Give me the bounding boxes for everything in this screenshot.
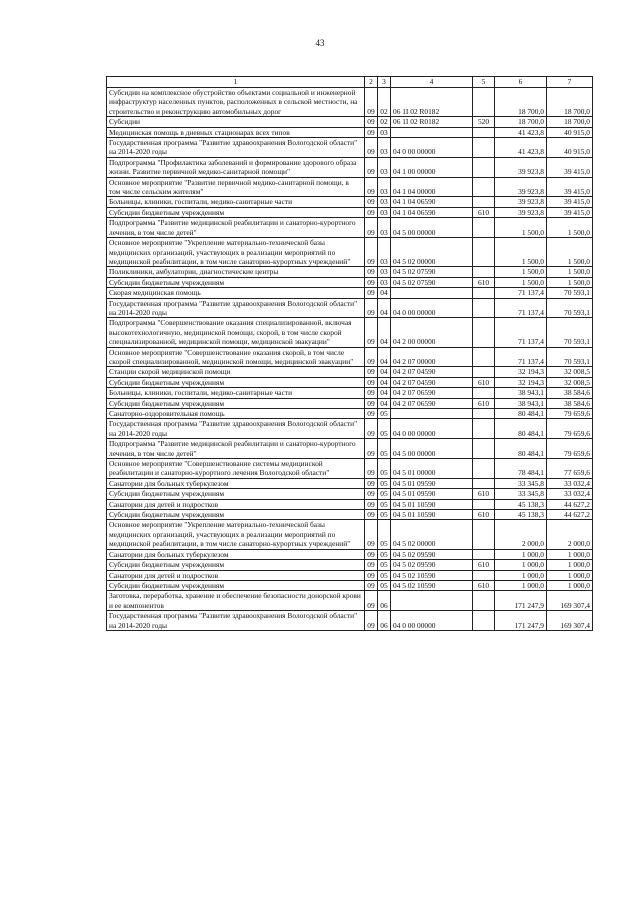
row-amount-col-7: 40 915,0 [547,127,593,137]
row-expense-type-code [473,288,495,298]
row-target-article-code: 04 5 02 07590 [391,267,473,277]
row-subsection-code: 03 [378,157,391,177]
row-expense-type-code: 610 [473,560,495,570]
row-amount-col-6: 32 194,3 [495,377,547,387]
table-row [107,267,593,277]
table-row [107,499,593,509]
row-target-article-code [391,127,473,137]
row-expense-type-code [473,419,495,439]
row-amount-col-6: 39 923,8 [495,197,547,207]
row-target-article-code: 04 2 07 04590 [391,367,473,377]
row-target-article-code: 04 5 02 00000 [391,238,473,267]
row-subsection-code: 05 [378,489,391,499]
row-amount-col-6: 171 247,9 [495,591,547,611]
table-row [107,398,593,408]
row-expense-type-code [473,298,495,318]
row-section-code: 09 [365,398,378,408]
row-target-article-code: 06 1I 02 R0182 [391,88,473,117]
row-subsection-code: 03 [378,207,391,217]
row-section-code: 09 [365,318,378,347]
row-target-article-code: 04 2 07 06590 [391,398,473,408]
table-row [107,591,593,611]
row-subsection-code: 05 [378,580,391,590]
table-row [107,127,593,137]
row-target-article-code: 04 5 01 10590 [391,510,473,520]
row-expense-type-code: 610 [473,277,495,287]
row-subsection-code: 03 [378,138,391,158]
row-subsection-code: 03 [378,127,391,137]
row-amount-col-7: 39 415,0 [547,207,593,217]
row-name-cell: Санатории для больных туберкулезом [107,478,365,488]
row-amount-col-6: 18 700,0 [495,117,547,127]
row-expense-type-code [473,127,495,137]
row-subsection-code: 04 [378,377,391,387]
row-amount-col-7: 38 584,6 [547,388,593,398]
row-expense-type-code: 610 [473,398,495,408]
row-name-cell: Субсидии бюджетным учреждениям [107,560,365,570]
table-header-row [107,77,593,88]
row-subsection-code: 05 [378,419,391,439]
row-amount-col-6: 78 484,1 [495,459,547,479]
row-subsection-code: 03 [378,177,391,197]
row-amount-col-7: 39 415,0 [547,157,593,177]
header-col-3: 3 [378,77,391,88]
table-row [107,478,593,488]
header-col-2: 2 [365,77,378,88]
row-amount-col-6: 71 137,4 [495,347,547,367]
row-subsection-code: 03 [378,277,391,287]
row-amount-col-7: 1 000,0 [547,560,593,570]
row-target-article-code: 04 0 00 00000 [391,138,473,158]
row-section-code: 09 [365,549,378,559]
row-section-code: 09 [365,288,378,298]
row-section-code: 09 [365,88,378,117]
row-target-article-code: 04 5 01 10590 [391,499,473,509]
row-name-cell: Скорая медицинская помощь [107,288,365,298]
table-row [107,318,593,347]
row-name-cell: Больницы, клиники, госпитали, медико-санитарные части [107,197,365,207]
row-amount-col-7: 2 000,0 [547,520,593,549]
row-amount-col-7: 169 307,4 [547,591,593,611]
row-section-code: 09 [365,218,378,238]
row-target-article-code: 04 0 00 00000 [391,298,473,318]
row-section-code: 09 [365,510,378,520]
row-subsection-code: 05 [378,510,391,520]
row-section-code: 09 [365,207,378,217]
row-name-cell: Основное мероприятие "Совершенствование системы медицинской реабилитации и санаторно-курортного лечения Вологодской области" [107,459,365,479]
row-amount-col-7: 33 032,4 [547,478,593,488]
row-amount-col-6: 32 194,3 [495,367,547,377]
row-name-cell: Субсидии [107,117,365,127]
row-expense-type-code [473,218,495,238]
row-expense-type-code [473,318,495,347]
row-section-code: 09 [365,367,378,377]
row-amount-col-7: 33 032,4 [547,489,593,499]
row-section-code: 09 [365,611,378,631]
table-row [107,157,593,177]
row-amount-col-7: 1 000,0 [547,580,593,590]
row-amount-col-6: 38 943,1 [495,388,547,398]
table-row [107,510,593,520]
row-expense-type-code [473,197,495,207]
row-expense-type-code [473,478,495,488]
row-target-article-code: 04 1 04 06590 [391,197,473,207]
row-name-cell: Подпрограмма "Развитие медицинской реабилитации и санаторно-курортного лечения, в том числе детей" [107,218,365,238]
row-name-cell: Государственная программа "Развитие здравоохранения Вологодской области" на 2014-2020 годы [107,611,365,631]
row-amount-col-6: 1 000,0 [495,570,547,580]
table-body [107,88,593,631]
row-amount-col-7: 40 915,0 [547,138,593,158]
header-col-7: 7 [547,77,593,88]
table-row [107,459,593,479]
table-row [107,207,593,217]
row-expense-type-code [473,549,495,559]
row-expense-type-code: 610 [473,207,495,217]
header-col-6: 6 [495,77,547,88]
row-section-code: 09 [365,157,378,177]
row-section-code: 09 [365,478,378,488]
row-amount-col-7: 1 500,0 [547,277,593,287]
row-amount-col-7: 70 593,1 [547,288,593,298]
row-name-cell: Основное мероприятие "Развитие первичной медико-санитарной помощи, в том числе сельским жителям" [107,177,365,197]
row-name-cell: Заготовка, переработка, хранение и обеспечение безопасности донорской крови и ее компонентов [107,591,365,611]
row-subsection-code: 02 [378,117,391,127]
row-section-code: 09 [365,267,378,277]
table-row [107,570,593,580]
row-name-cell: Субсидии на комплексное обустройство объектами социальной и инженерной инфраструктур населенных пунктов, расположенных в сельской местности, на строительство и реконструкцию автомобильных дорог [107,88,365,117]
row-amount-col-6: 41 423,8 [495,127,547,137]
row-subsection-code: 04 [378,367,391,377]
row-subsection-code: 05 [378,409,391,419]
row-section-code: 09 [365,560,378,570]
row-amount-col-6: 38 943,1 [495,398,547,408]
row-name-cell: Субсидии бюджетным учреждениям [107,377,365,387]
row-name-cell: Подпрограмма "Развитие медицинской реабилитации и санаторно-курортного лечения, в том числе детей" [107,439,365,459]
row-name-cell: Субсидии бюджетным учреждениям [107,580,365,590]
row-amount-col-7: 79 659,6 [547,419,593,439]
row-amount-col-6: 33 345,8 [495,478,547,488]
row-name-cell: Субсидии бюджетным учреждениям [107,277,365,287]
row-amount-col-7: 1 500,0 [547,267,593,277]
row-target-article-code: 04 5 01 09590 [391,478,473,488]
row-section-code: 09 [365,347,378,367]
row-subsection-code: 03 [378,267,391,277]
row-amount-col-6: 1 000,0 [495,549,547,559]
row-section-code: 09 [365,580,378,590]
row-amount-col-6: 33 345,8 [495,489,547,499]
row-target-article-code: 04 2 07 04590 [391,377,473,387]
table-row [107,549,593,559]
row-amount-col-6: 39 923,8 [495,207,547,217]
row-amount-col-6: 41 423,8 [495,138,547,158]
row-amount-col-6: 1 000,0 [495,580,547,590]
row-target-article-code: 04 5 02 07590 [391,277,473,287]
row-name-cell: Подпрограмма "Профилактика заболеваний и формирование здорового образа жизни. Развитие первичной медико-санитарной помощи" [107,157,365,177]
row-section-code: 09 [365,520,378,549]
row-subsection-code: 03 [378,238,391,267]
row-section-code: 09 [365,388,378,398]
row-amount-col-7: 1 000,0 [547,570,593,580]
row-name-cell: Больницы, клиники, госпитали, медико-санитарные части [107,388,365,398]
row-section-code: 09 [365,138,378,158]
table-row [107,560,593,570]
row-expense-type-code: 610 [473,489,495,499]
row-subsection-code: 04 [378,347,391,367]
row-name-cell: Основное мероприятие "Совершенствование оказания скорой, в том числе скорой специализированной, медицинской помощи, медицинской эвакуации" [107,347,365,367]
row-target-article-code [391,409,473,419]
row-subsection-code: 05 [378,478,391,488]
row-amount-col-6: 1 500,0 [495,238,547,267]
row-name-cell: Основное мероприятие "Укрепление материально-технической базы медицинских организаций, участвующих в реализации мероприятий по медицинской реабилитации, в том числе санаторно-курортных учреждений" [107,520,365,549]
row-name-cell: Подпрограмма "Совершенствование оказания специализированной, включая высокотехнологичную, медицинской помощи, скорой, в том числе скорой специализированной, медицинской помощи, медицинской эвакуации" [107,318,365,347]
row-subsection-code: 06 [378,591,391,611]
table-row [107,88,593,117]
row-target-article-code: 04 1 04 06590 [391,207,473,217]
row-expense-type-code [473,367,495,377]
row-section-code: 09 [365,197,378,207]
row-name-cell: Государственная программа "Развитие здравоохранения Вологодской области" на 2014-2020 годы [107,138,365,158]
table-row [107,611,593,631]
header-col-5: 5 [473,77,495,88]
table-row [107,409,593,419]
row-amount-col-7: 39 415,0 [547,177,593,197]
row-subsection-code: 04 [378,318,391,347]
row-target-article-code: 04 0 00 00000 [391,419,473,439]
row-amount-col-6: 171 247,9 [495,611,547,631]
table-row [107,347,593,367]
row-target-article-code: 04 5 02 09590 [391,549,473,559]
row-expense-type-code [473,388,495,398]
row-target-article-code: 04 5 00 00000 [391,218,473,238]
row-subsection-code: 04 [378,288,391,298]
row-amount-col-6: 80 484,1 [495,419,547,439]
row-amount-col-6: 45 138,3 [495,510,547,520]
row-subsection-code: 05 [378,560,391,570]
row-name-cell: Субсидии бюджетным учреждениям [107,489,365,499]
row-expense-type-code [473,138,495,158]
row-target-article-code: 04 5 01 09590 [391,489,473,499]
row-section-code: 09 [365,570,378,580]
table-row [107,377,593,387]
row-name-cell: Государственная программа "Развитие здравоохранения Вологодской области" на 2014-2020 годы [107,419,365,439]
row-name-cell: Основное мероприятие "Укрепление материально-технической базы медицинских организаций, участвующих в реализации мероприятий по медицинской реабилитации, в том числе санаторно-курортных учреждений" [107,238,365,267]
row-target-article-code: 04 1 00 00000 [391,157,473,177]
row-section-code: 09 [365,591,378,611]
row-name-cell: Субсидии бюджетным учреждениям [107,510,365,520]
row-amount-col-7: 79 659,6 [547,439,593,459]
table-row [107,489,593,499]
row-name-cell: Субсидии бюджетным учреждениям [107,398,365,408]
row-amount-col-7: 18 700,0 [547,117,593,127]
row-amount-col-6: 71 137,4 [495,288,547,298]
row-amount-col-7: 77 659,6 [547,459,593,479]
row-amount-col-6: 18 700,0 [495,88,547,117]
row-target-article-code: 04 2 00 00000 [391,318,473,347]
row-amount-col-7: 1 500,0 [547,238,593,267]
row-target-article-code: 04 5 02 10590 [391,580,473,590]
row-expense-type-code [473,347,495,367]
row-amount-col-6: 1 500,0 [495,218,547,238]
row-amount-col-7: 79 659,6 [547,409,593,419]
row-name-cell: Санатории для больных туберкулезом [107,549,365,559]
row-amount-col-6: 2 000,0 [495,520,547,549]
row-subsection-code: 05 [378,439,391,459]
table-row [107,277,593,287]
table-row [107,177,593,197]
row-subsection-code: 05 [378,459,391,479]
row-subsection-code: 04 [378,298,391,318]
row-subsection-code: 06 [378,611,391,631]
row-expense-type-code [473,459,495,479]
row-amount-col-7: 32 008,5 [547,377,593,387]
row-name-cell: Государственная программа "Развитие здравоохранения Вологодской области" на 2014-2020 годы [107,298,365,318]
row-amount-col-6: 1 500,0 [495,277,547,287]
row-target-article-code: 06 1I 02 R0182 [391,117,473,127]
row-target-article-code: 04 5 00 00000 [391,439,473,459]
row-amount-col-6: 45 138,3 [495,499,547,509]
row-subsection-code: 03 [378,218,391,238]
row-amount-col-6: 71 137,4 [495,318,547,347]
table-row [107,197,593,207]
row-amount-col-7: 44 627,2 [547,499,593,509]
row-expense-type-code [473,439,495,459]
table-row [107,439,593,459]
header-col-4: 4 [391,77,473,88]
row-expense-type-code [473,611,495,631]
row-expense-type-code [473,238,495,267]
row-amount-col-7: 32 008,5 [547,367,593,377]
table-row [107,238,593,267]
row-amount-col-7: 169 307,4 [547,611,593,631]
row-amount-col-6: 80 484,1 [495,439,547,459]
row-section-code: 09 [365,439,378,459]
table-row [107,419,593,439]
row-target-article-code: 04 2 07 00000 [391,347,473,367]
row-amount-col-7: 1 500,0 [547,218,593,238]
row-target-article-code: 04 0 00 00000 [391,611,473,631]
row-amount-col-7: 38 584,6 [547,398,593,408]
row-target-article-code: 04 2 07 06590 [391,388,473,398]
header-col-1: 1 [107,77,365,88]
row-section-code: 09 [365,298,378,318]
row-amount-col-6: 71 137,4 [495,298,547,318]
row-subsection-code: 02 [378,88,391,117]
row-target-article-code: 04 5 01 00000 [391,459,473,479]
row-target-article-code: 04 5 02 10590 [391,570,473,580]
row-name-cell: Станции скорой медицинской помощи [107,367,365,377]
row-expense-type-code [473,177,495,197]
row-expense-type-code: 520 [473,117,495,127]
row-section-code: 09 [365,277,378,287]
row-amount-col-7: 39 415,0 [547,197,593,207]
row-name-cell: Медицинская помощь в дневных стационарах всех типов [107,127,365,137]
table-row [107,138,593,158]
row-section-code: 09 [365,419,378,439]
table-row [107,218,593,238]
table-row [107,298,593,318]
row-expense-type-code: 610 [473,580,495,590]
row-expense-type-code [473,499,495,509]
table-row [107,288,593,298]
row-amount-col-6: 1 000,0 [495,560,547,570]
row-name-cell: Поликлиники, амбулатории, диагностические центры [107,267,365,277]
row-subsection-code: 05 [378,520,391,549]
row-section-code: 09 [365,459,378,479]
row-target-article-code: 04 1 04 00000 [391,177,473,197]
row-amount-col-6: 1 500,0 [495,267,547,277]
row-expense-type-code [473,591,495,611]
row-subsection-code: 05 [378,499,391,509]
row-section-code: 09 [365,177,378,197]
row-name-cell: Субсидии бюджетным учреждениям [107,207,365,217]
row-target-article-code: 04 5 02 00000 [391,520,473,549]
row-expense-type-code [473,157,495,177]
row-amount-col-7: 44 627,2 [547,510,593,520]
row-name-cell: Санаторно-оздоровительная помощь [107,409,365,419]
row-amount-col-7: 70 593,1 [547,318,593,347]
row-section-code: 09 [365,377,378,387]
row-target-article-code [391,591,473,611]
table-row [107,367,593,377]
row-subsection-code: 05 [378,570,391,580]
row-expense-type-code: 610 [473,510,495,520]
row-amount-col-7: 18 700,0 [547,88,593,117]
row-expense-type-code [473,267,495,277]
row-amount-col-6: 39 923,8 [495,177,547,197]
row-section-code: 09 [365,238,378,267]
table-row [107,388,593,398]
row-subsection-code: 05 [378,549,391,559]
row-expense-type-code [473,520,495,549]
budget-table [106,76,593,631]
table-row [107,520,593,549]
row-target-article-code [391,288,473,298]
table-row [107,580,593,590]
row-expense-type-code [473,409,495,419]
row-expense-type-code [473,88,495,117]
row-subsection-code: 03 [378,197,391,207]
row-name-cell: Санатории для детей и подростков [107,499,365,509]
row-target-article-code: 04 5 02 09590 [391,560,473,570]
row-section-code: 09 [365,409,378,419]
row-amount-col-6: 80 484,1 [495,409,547,419]
row-amount-col-7: 1 000,0 [547,549,593,559]
row-amount-col-7: 70 593,1 [547,347,593,367]
page-number: 43 [315,38,325,48]
row-expense-type-code [473,570,495,580]
row-name-cell: Санатории для детей и подростков [107,570,365,580]
row-section-code: 09 [365,489,378,499]
row-expense-type-code: 610 [473,377,495,387]
row-amount-col-7: 70 593,1 [547,298,593,318]
row-section-code: 09 [365,117,378,127]
row-section-code: 09 [365,499,378,509]
table-row [107,117,593,127]
row-subsection-code: 04 [378,388,391,398]
row-amount-col-6: 39 923,8 [495,157,547,177]
row-section-code: 09 [365,127,378,137]
row-subsection-code: 04 [378,398,391,408]
